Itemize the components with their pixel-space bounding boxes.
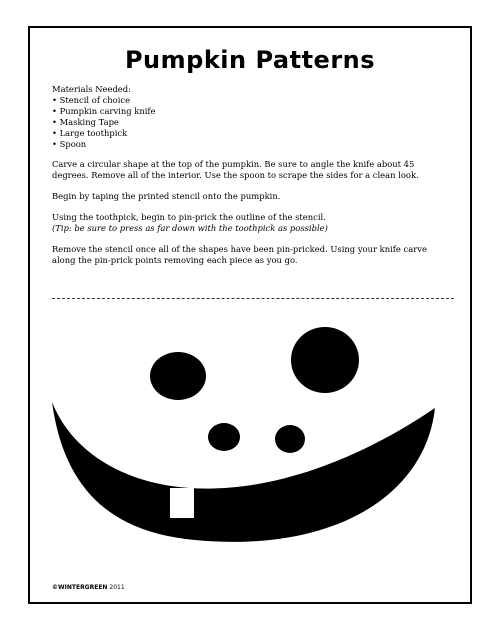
page-title: Pumpkin Patterns xyxy=(124,46,376,74)
mouth-shape xyxy=(52,402,435,542)
tape-instruction: Begin by taping the printed stencil onto the pumpkin. xyxy=(52,191,281,201)
list-item: • Spoon xyxy=(52,139,452,150)
right-nostril-shape xyxy=(275,425,305,453)
tooth-shape xyxy=(170,488,194,518)
tip-text: (Tip: be sure to press as far down with the toothpick as possible) xyxy=(52,223,328,233)
copyright-footer xyxy=(52,584,125,591)
list-item: • Pumpkin carving knife xyxy=(52,106,452,117)
remove-instruction: Remove the stencil once all of the shapes have been pin-pricked. Using your knife carve along the pin-prick points removing each piece as you go. xyxy=(52,244,427,265)
stencil-page xyxy=(28,26,472,604)
list-item: • Masking Tape xyxy=(52,117,452,128)
right-eye-shape xyxy=(291,327,359,393)
copyright-year: 2011 xyxy=(109,584,125,591)
brand-name: ©WINTERGREEN xyxy=(52,584,108,591)
left-nostril-shape xyxy=(208,423,240,451)
carve-instruction: Carve a circular shape at the top of the pumpkin. Be sure to angle the knife about 45 degrees. Remove all of the interior. Use the spoon to scrape the sides for a clean look. xyxy=(52,159,419,180)
pumpkin-face-stencil xyxy=(30,28,470,602)
materials-heading: Materials Needed: xyxy=(52,84,131,94)
list-item: • Stencil of choice xyxy=(52,95,452,106)
list-item: • Large toothpick xyxy=(52,128,452,139)
prick-text: Using the toothpick, begin to pin-prick the outline of the stencil. xyxy=(52,212,326,222)
left-eye-shape xyxy=(150,352,206,400)
